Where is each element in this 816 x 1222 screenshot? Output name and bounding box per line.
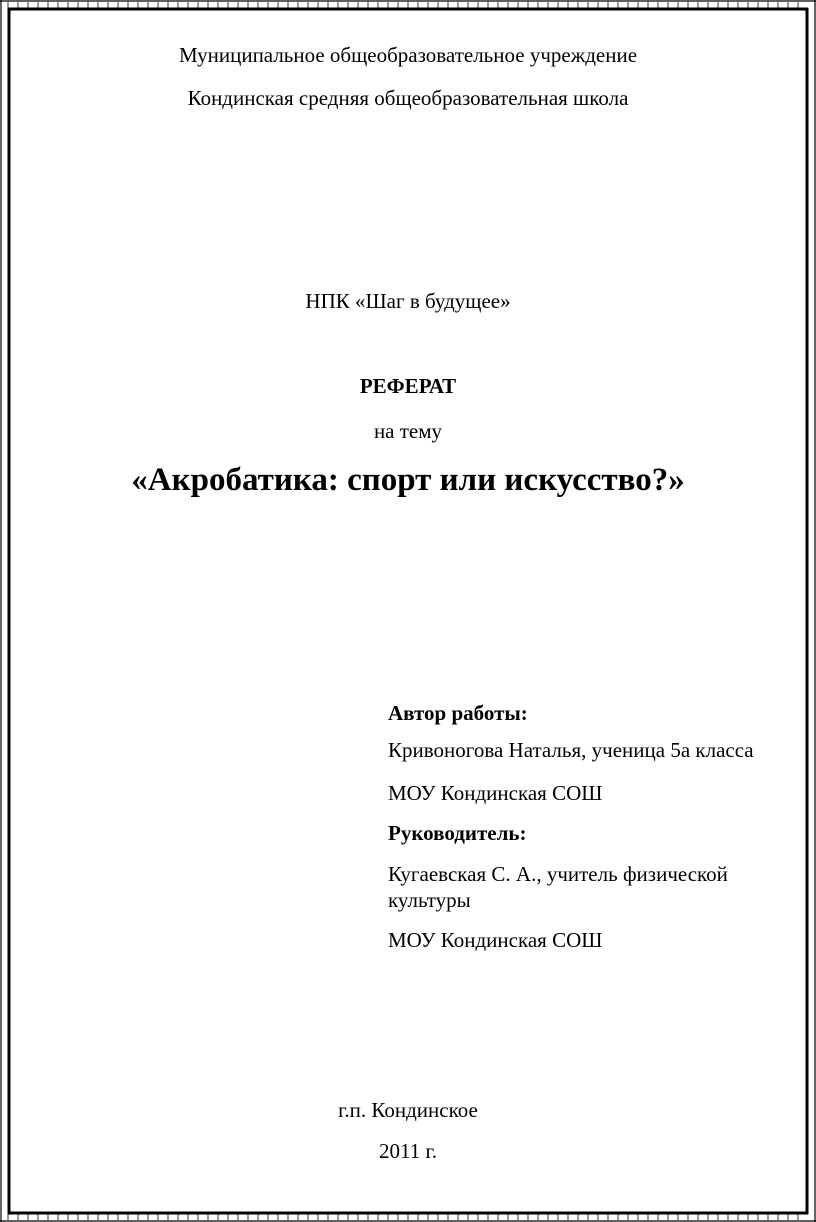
conference-name: НПК «Шаг в будущее»: [305, 289, 511, 313]
page-border-top: [0, 0, 816, 12]
page-border-bottom: [0, 1210, 816, 1222]
supervisor-name-line-1: Кугаевская С. А., учитель физической: [388, 862, 728, 886]
place-name: г.п. Кондинское: [338, 1098, 478, 1122]
page-border-right: [804, 0, 816, 1222]
year: 2011 г.: [379, 1139, 437, 1163]
document-type: РЕФЕРАТ: [359, 374, 457, 398]
supervisor-label: Руководитель:: [388, 821, 527, 845]
on-topic-label: на тему: [373, 419, 443, 443]
author-name: Кривоногова Наталья, ученица 5а класса: [388, 738, 754, 762]
supervisor-name-line-2: культуры: [388, 888, 471, 912]
author-label: [388, 700, 788, 726]
author-school: МОУ Кондинская СОШ: [388, 781, 603, 805]
author-label-text: Автор работы:: [388, 701, 528, 725]
supervisor-school: МОУ Кондинская СОШ: [388, 928, 603, 952]
institution-line-2: Кондинская средняя общеобразовательная школа: [187, 86, 629, 110]
topic-title: «Акробатика: спорт или искусство?»: [131, 462, 685, 498]
page-border-left: [0, 0, 12, 1222]
institution-line-1: Муниципальное общеобразовательное учреждение: [178, 43, 638, 67]
